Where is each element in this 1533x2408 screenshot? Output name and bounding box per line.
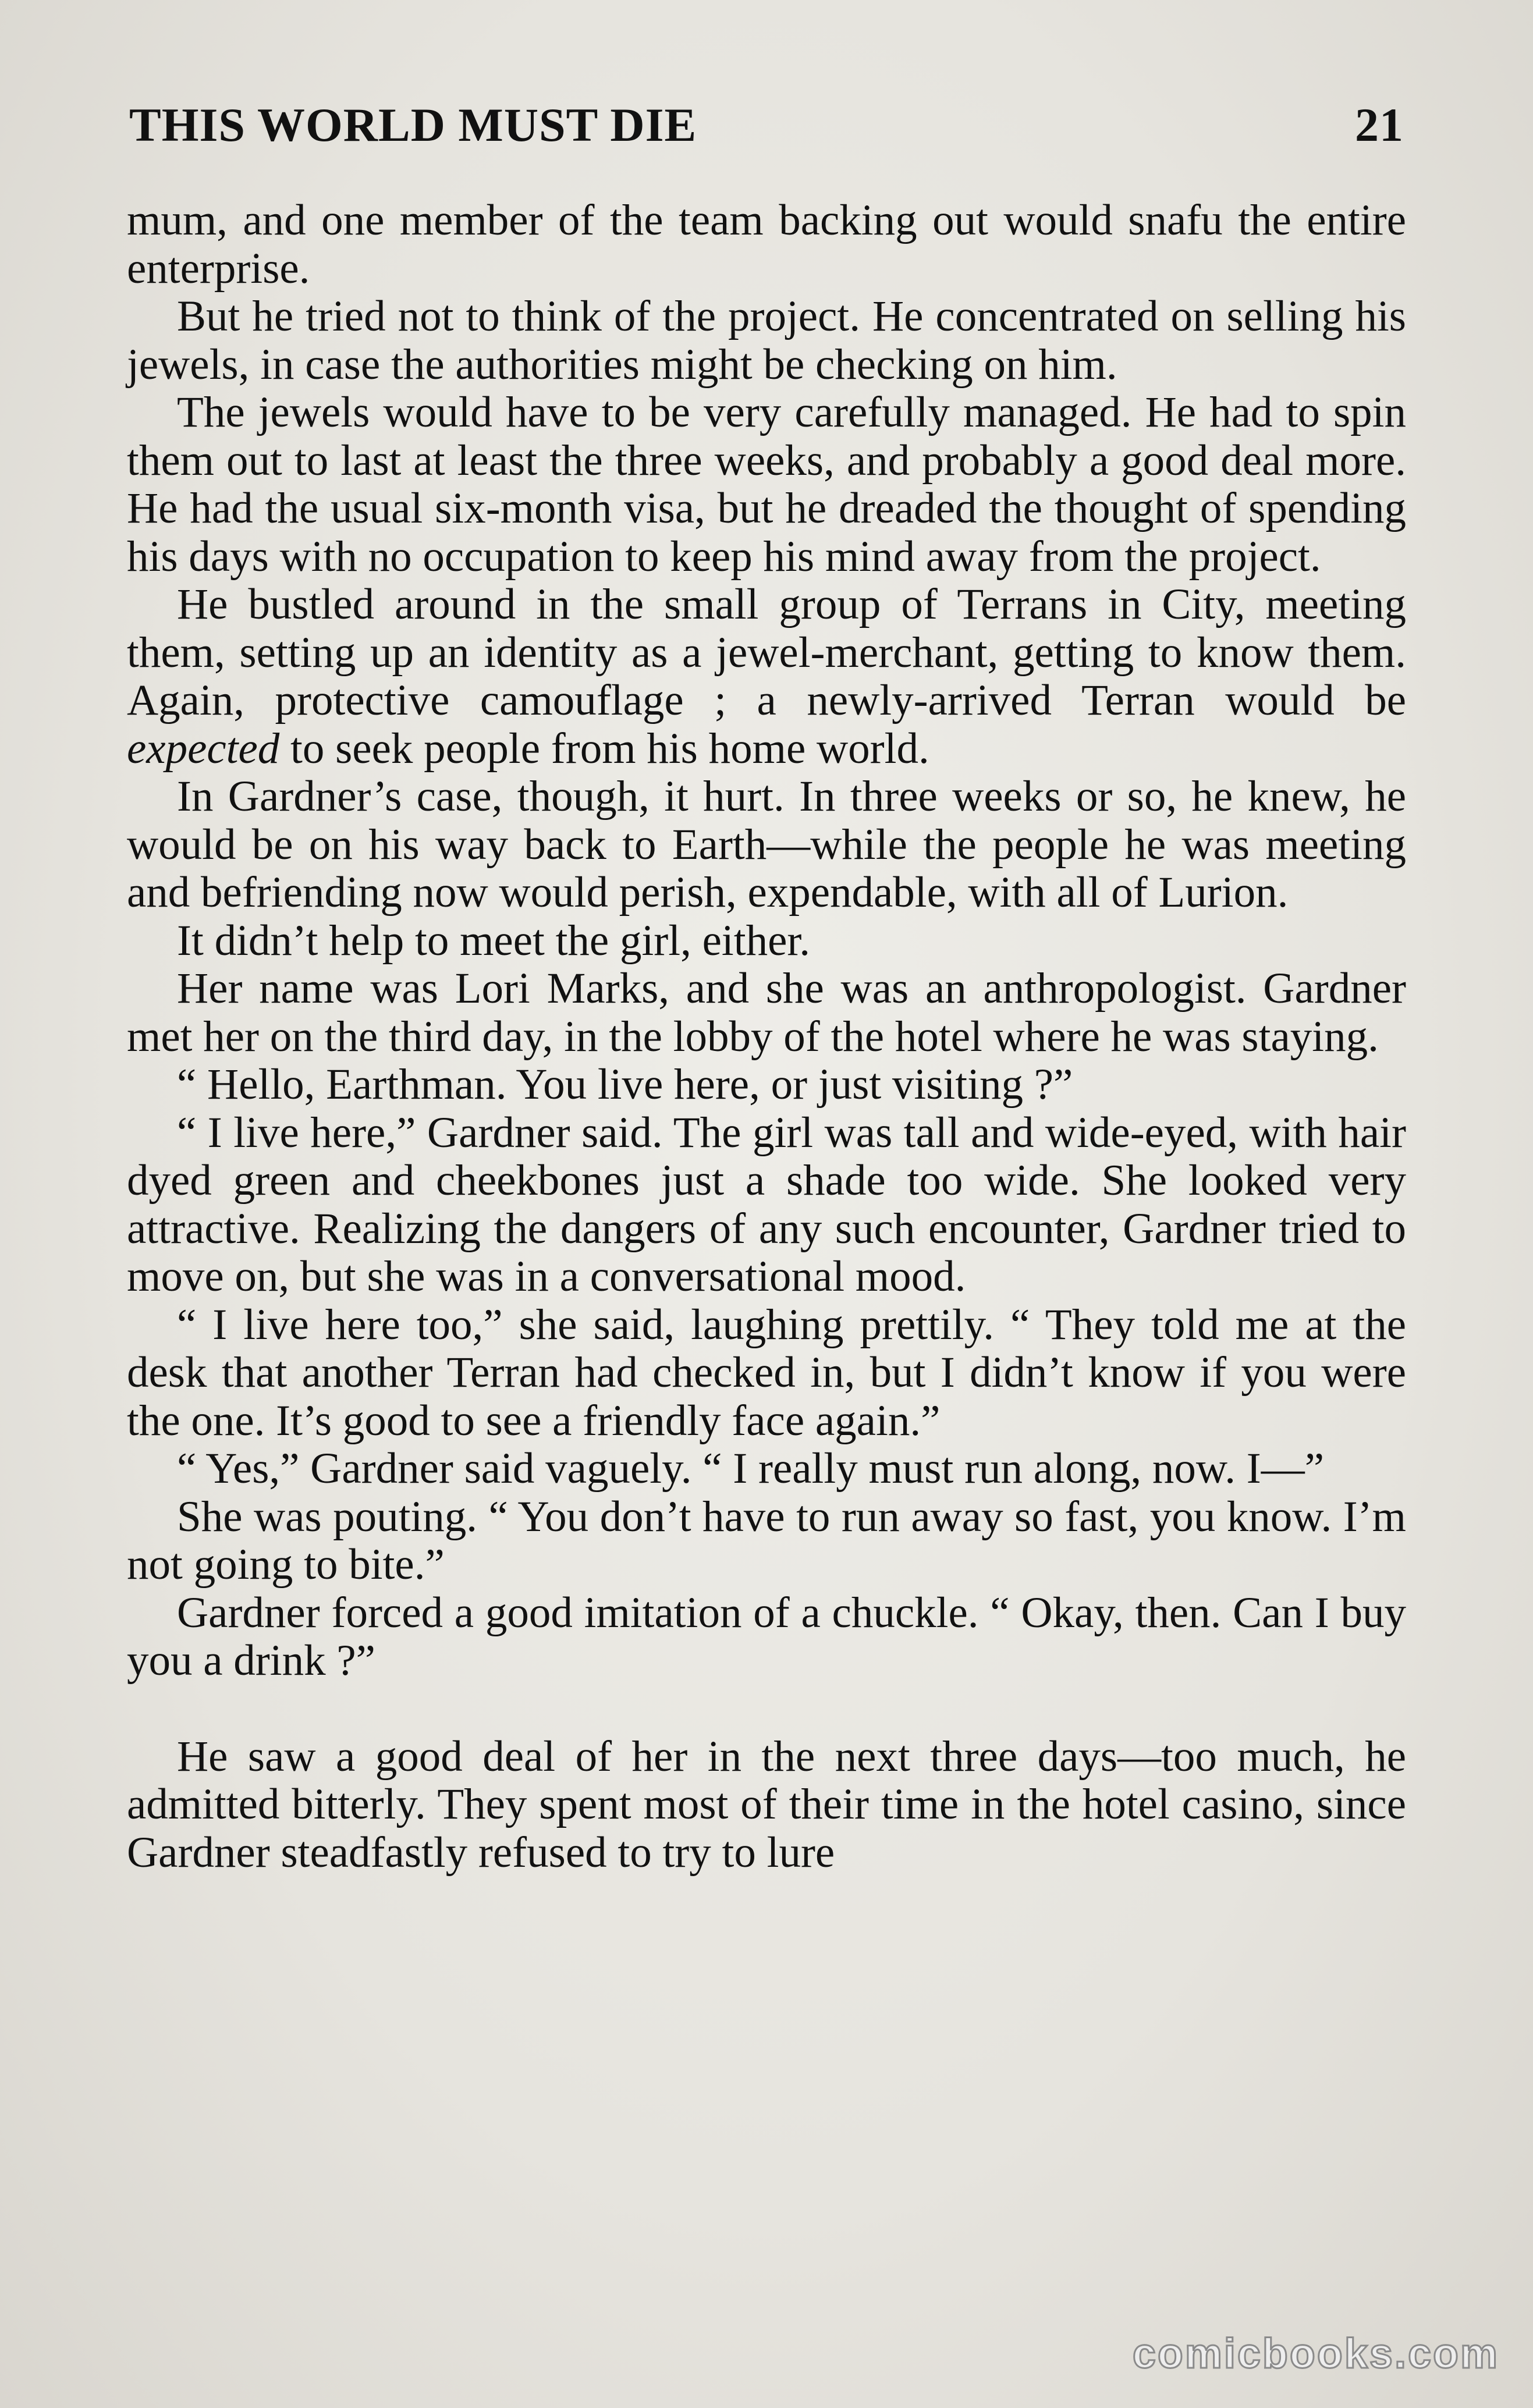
watermark: comicbooks.com [1132, 2331, 1499, 2377]
paragraph: In Gardner’s case, though, it hurt. In three weeks or so, he knew, he would be on his way back to Earth—while the people he was meeting and befriending now would perish, expendable, with all of Lurion. [127, 772, 1406, 917]
paragraph: Gardner forced a good imitation of a chuckle. “ Okay, then. Can I buy you a drink ?” [127, 1588, 1406, 1685]
paragraph: “ I live here,” Gardner said. The girl was tall and wide-eyed, with hair dyed green and cheekbones just a shade too wide. She looked very attractive. Realizing the dangers of any such encounter, Gardner tried to move on, but she was in a conversational mood. [127, 1108, 1406, 1301]
section-break [127, 1685, 1406, 1733]
paragraph: But he tried not to think of the project. He concentrated on selling his jewels, in case the authorities might be checking on him. [127, 292, 1406, 389]
paragraph-text: He bustled around in the small group of Terrans in City, meeting them, setting up an identity as a jewel-merchant, getting to know them. Again, protective camouflage ; a newly-arrived Terran would be [127, 580, 1406, 724]
paragraph: He saw a good deal of her in the next three days—too much, he admitted bitterly. They spent most of their time in the hotel casino, since Gardner steadfastly refused to try to lure [127, 1732, 1406, 1877]
body-text [127, 197, 1406, 1877]
paragraph: “ I live here too,” she said, laughing prettily. “ They told me at the desk that another Terran had checked in, but I didn’t know if you were the one. It’s good to see a friendly face again.” [127, 1300, 1406, 1445]
paragraph: “ Hello, Earthman. You live here, or just visiting ?” [177, 1060, 1073, 1109]
paragraph: mum, and one member of the team backing out would snafu the entire enterprise. [127, 196, 1406, 293]
running-head [129, 98, 1404, 162]
paragraph: “ Yes,” Gardner said vaguely. “ I really must run along, now. I—” [177, 1444, 1324, 1493]
emphasis-text: expected [127, 724, 280, 773]
paragraph: She was pouting. “ You don’t have to run away so fast, you know. I’m not going to bite.” [127, 1492, 1406, 1589]
page-number: 21 [1355, 98, 1404, 151]
paragraph [127, 581, 1406, 773]
paragraph: The jewels would have to be very carefully managed. He had to spin them out to last at least the three weeks, and probably a good deal more. He had the usual six-month visa, but he dreaded the thought of spending his days with no occupation to keep his mind away from the project. [127, 388, 1406, 581]
paragraph-text: to seek people from his home world. [290, 724, 929, 773]
paragraph: It didn’t help to meet the girl, either. [177, 916, 810, 965]
paragraph: Her name was Lori Marks, and she was an anthropologist. Gardner met her on the third day, in the lobby of the hotel where he was staying. [127, 964, 1406, 1061]
book-title: THIS WORLD MUST DIE [129, 98, 697, 151]
